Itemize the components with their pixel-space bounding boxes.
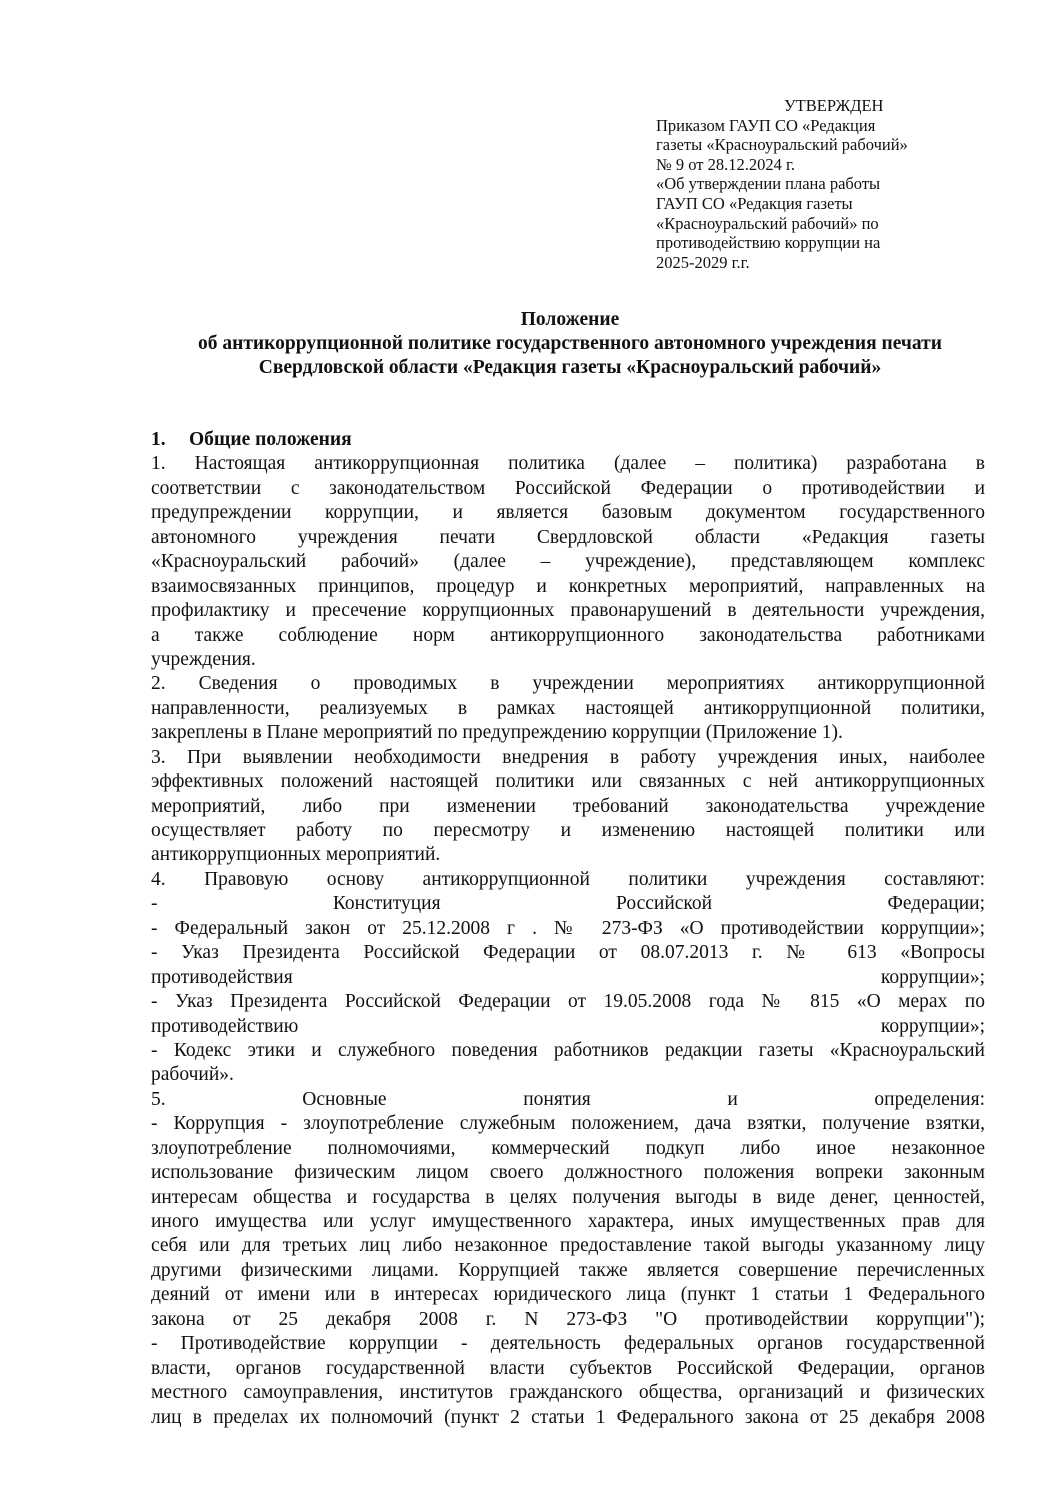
body-line: власти, органов государственной власти субъектов Российской Федерации, органов (151, 1357, 985, 1379)
body-line: эффективных положений настоящей политики или связанных с ней антикоррупционных (151, 771, 985, 793)
body-line: лиц в пределах их полномочий (пункт 2 статьи 1 Федерального закона от 25 декабря 2008 (151, 1406, 985, 1428)
body-line: злоупотребление полномочиями, коммерческий подкуп либо иное незаконное (151, 1137, 985, 1159)
approval-line: ГАУП СО «Редакция газеты (656, 193, 853, 213)
body-line: мероприятий, либо при изменении требований законодательства учреждение (151, 795, 985, 817)
body-line: антикоррупционных мероприятий. (151, 844, 441, 866)
approval-stamp (656, 96, 956, 272)
body-line: 1. Настоящая антикоррупционная политика (далее – политика) разработана в (151, 453, 985, 475)
body-line: автономного учреждения печати Свердловской области «Редакция газеты (151, 526, 985, 548)
body-line: направленности, реализуемых в рамках настоящей антикоррупционной политики, (151, 697, 985, 719)
body-line: а также соблюдение норм антикоррупционного законодательства работниками (151, 624, 985, 646)
body-line: взаимосвязанных принципов, процедур и конкретных мероприятий, направленных на (151, 575, 985, 597)
body-line: «Красноуральский рабочий» (далее – учреждение), представляющем комплекс (151, 551, 985, 573)
body-line: - Конституция Российской Федерации; (151, 893, 985, 915)
body-line: рабочий». (151, 1064, 234, 1086)
body-line: местного самоуправления, институтов гражданского общества, организаций и физических (151, 1382, 985, 1404)
approval-line: «Об утверждении плана работы (656, 174, 881, 194)
body-lines (151, 452, 985, 1430)
body-line: - Указ Президента Российской Федерации от 08.07.2013 г. № 613 «Вопросы (151, 942, 985, 964)
body-line: - Федеральный закон от 25.12.2008 г . № 273-ФЗ «О противодействии коррупции»; (151, 917, 985, 939)
approval-line: противодействию коррупции на (656, 233, 881, 253)
body-line: учреждения. (151, 648, 256, 670)
document-title (120, 308, 1020, 380)
approval-line: № 9 от 28.12.2024 г. (656, 154, 796, 174)
body-line: противодействию коррупции»; (151, 1015, 985, 1037)
body-line: другими физическими лицами. Коррупцией также является совершение перечисленных (151, 1259, 985, 1281)
section-number: 1. (151, 429, 166, 450)
body-line: интересам общества и государства в целях получения выгоды в виде денег, ценностей, (151, 1186, 985, 1208)
body-line: предупреждении коррупции, и является базовым документом государственного (151, 502, 985, 524)
body-line: - Противодействие коррупции - деятельность федеральных органов государственной (151, 1333, 985, 1355)
approval-line: Приказом ГАУП СО «Редакция (656, 115, 876, 135)
body-line: себя или для третьих лиц либо незаконное предоставление такой выгоды указанному лицу (151, 1235, 985, 1257)
body-line: противодействия коррупции»; (151, 966, 985, 988)
body-line: использование физическим лицом своего должностного положения вопреки законным (151, 1162, 985, 1184)
title-line-2: об антикоррупционной политике государственного автономного учреждения печати (197, 333, 942, 354)
body-line: 4. Правовую основу антикоррупционной политики учреждения составляют: (151, 868, 985, 890)
document-body (151, 428, 985, 1430)
body-line: 5. Основные понятия и определения: (151, 1088, 985, 1110)
title-line-3: Свердловской области «Редакция газеты «Красноуральский рабочий» (258, 357, 882, 378)
body-line: иного имущества или услуг имущественного характера, иных имущественных прав для (151, 1211, 985, 1232)
approval-line: «Красноуральский рабочий» по (656, 213, 879, 233)
section-heading (151, 428, 985, 452)
body-line: - Кодекс этики и служебного поведения работников редакции газеты «Красноуральский (151, 1039, 985, 1061)
body-line: деяний от имени или в интересах юридического лица (пункт 1 статьи 1 Федерального (151, 1284, 985, 1306)
body-line: закона от 25 декабря 2008 г. N 273-ФЗ "О противодействии коррупции"); (151, 1308, 985, 1330)
body-line: осуществляет работу по пересмотру и изменению настоящей политики или (151, 820, 985, 841)
body-line: 3. При выявлении необходимости внедрения в работу учреждения иных, наиболее (151, 746, 985, 768)
body-line: - Указ Президента Российской Федерации от 19.05.2008 года № 815 «О мерах по (151, 991, 985, 1013)
approval-heading: УТВЕРЖДЕН (784, 96, 884, 115)
body-line: 2. Сведения о проводимых в учреждении мероприятиях антикоррупционной (151, 673, 985, 695)
section-title: Общие положения (189, 429, 352, 450)
body-line: соответствии с законодательством Российской Федерации о противодействии и (151, 477, 985, 499)
title-line-1: Положение (520, 309, 620, 330)
body-line: - Коррупция - злоупотребление служебным положением, дача взятки, получение взятки, (151, 1113, 985, 1135)
body-line: профилактику и пресечение коррупционных правонарушений в деятельности учреждения, (151, 600, 985, 622)
approval-line: газеты «Красноуральский рабочий» (656, 135, 908, 155)
approval-line: 2025-2029 г.г. (656, 252, 750, 272)
body-line: закреплены в Плане мероприятий по предупреждению коррупции (Приложение 1). (151, 722, 843, 744)
